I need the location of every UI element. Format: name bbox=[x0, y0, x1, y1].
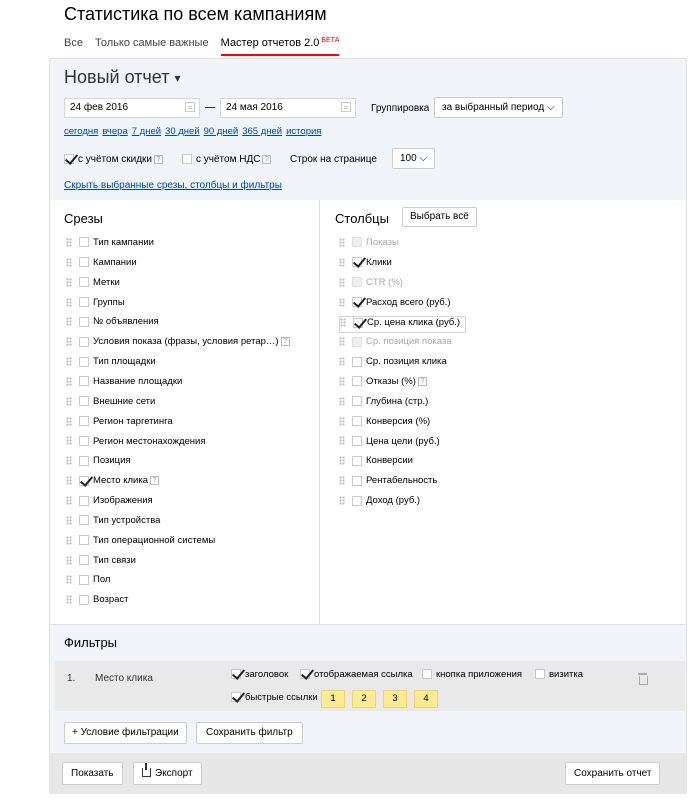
column-item[interactable] bbox=[339, 475, 437, 492]
column-label: Отказы (%) bbox=[366, 375, 416, 387]
slice-label: Название площадки bbox=[93, 375, 183, 387]
drag-handle-icon[interactable] bbox=[66, 556, 72, 565]
slice-checkbox[interactable] bbox=[79, 317, 89, 327]
slice-item[interactable] bbox=[66, 257, 137, 274]
slice-item[interactable] bbox=[66, 436, 205, 453]
drag-handle-icon[interactable] bbox=[66, 298, 72, 307]
column-checkbox[interactable] bbox=[352, 357, 362, 367]
filter-option-label: отображаемая ссылка bbox=[314, 669, 413, 680]
slice-label: Тип устройства bbox=[93, 514, 161, 526]
slice-item[interactable] bbox=[66, 237, 154, 254]
drag-handle-icon[interactable] bbox=[66, 417, 72, 426]
slice-item[interactable] bbox=[66, 515, 160, 532]
drag-handle-icon[interactable] bbox=[339, 377, 345, 386]
column-item[interactable] bbox=[339, 436, 440, 453]
slice-checkbox[interactable] bbox=[79, 595, 89, 605]
slice-item[interactable] bbox=[66, 396, 155, 413]
column-divider bbox=[319, 200, 320, 624]
date-from-input[interactable] bbox=[64, 98, 200, 118]
slice-checkbox[interactable] bbox=[79, 436, 89, 446]
filters-section bbox=[50, 624, 686, 764]
period-today[interactable]: сегодня bbox=[64, 126, 99, 137]
period-30-days[interactable]: 30 дней bbox=[165, 126, 200, 137]
discount-option[interactable] bbox=[64, 154, 163, 165]
rows-per-page-select[interactable] bbox=[392, 148, 435, 169]
chevron-down-icon: ⌵ bbox=[419, 153, 428, 164]
column-checkbox bbox=[352, 337, 362, 347]
slice-checkbox[interactable] bbox=[79, 297, 89, 307]
slice-checkbox[interactable] bbox=[79, 277, 89, 287]
drag-handle-icon[interactable] bbox=[339, 278, 345, 287]
drag-handle-icon[interactable] bbox=[339, 337, 345, 346]
slice-label: Тип операционной системы bbox=[93, 534, 216, 546]
drag-handle-icon[interactable] bbox=[66, 436, 72, 445]
export-button[interactable] bbox=[133, 762, 202, 785]
column-label: Рентабельность bbox=[366, 475, 438, 487]
filter-number: 1. bbox=[67, 673, 76, 684]
slice-checkbox[interactable] bbox=[79, 496, 89, 506]
column-label: Расход всего (руб.) bbox=[366, 296, 451, 308]
select-all-button[interactable]: Выбрать всё bbox=[402, 207, 477, 227]
slice-label: Группы bbox=[93, 296, 125, 308]
hide-selection-link[interactable]: Скрыть выбранные срезы, столбцы и фильтры bbox=[64, 180, 282, 191]
slice-item[interactable] bbox=[66, 455, 131, 472]
filter-option[interactable] bbox=[300, 669, 413, 680]
slice-label: Изображения bbox=[93, 495, 153, 507]
quick-link-3-button[interactable]: 3 bbox=[383, 690, 407, 708]
slice-checkbox[interactable] bbox=[79, 476, 89, 486]
slice-item[interactable] bbox=[66, 475, 159, 492]
filter-option[interactable] bbox=[535, 669, 583, 680]
drag-handle-icon[interactable] bbox=[339, 496, 345, 505]
drag-handle-icon[interactable] bbox=[339, 436, 345, 445]
column-item[interactable] bbox=[339, 356, 447, 373]
slice-label: Пол bbox=[93, 574, 111, 586]
slice-label: Кампании bbox=[93, 256, 137, 268]
slice-item[interactable] bbox=[66, 356, 156, 373]
column-label: Конверсия (%) bbox=[366, 415, 431, 427]
slice-item[interactable] bbox=[66, 535, 215, 552]
rows-per-page-label: Строк на странице bbox=[290, 154, 377, 165]
export-icon bbox=[142, 768, 151, 777]
slice-label: Тип связи bbox=[93, 554, 136, 566]
help-icon[interactable]: ? bbox=[154, 155, 163, 164]
period-7-days[interactable]: 7 дней bbox=[131, 126, 162, 137]
drag-handle-icon[interactable] bbox=[66, 337, 72, 346]
drag-handle-icon[interactable] bbox=[339, 456, 345, 465]
quick-link-1-button[interactable]: 1 bbox=[321, 690, 345, 708]
show-button[interactable]: Показать bbox=[62, 762, 123, 785]
discount-label: с учётом скидки bbox=[78, 154, 152, 165]
slice-label: Метки bbox=[93, 276, 120, 288]
column-item bbox=[339, 237, 399, 254]
help-icon[interactable]: ? bbox=[262, 155, 271, 164]
column-label: Конверсии bbox=[366, 455, 413, 467]
slice-item[interactable] bbox=[66, 555, 136, 572]
filter-option-label: кнопка приложения bbox=[436, 669, 523, 680]
page-title: Статистика по всем кампаниям bbox=[64, 4, 327, 24]
report-settings bbox=[50, 59, 686, 200]
slice-checkbox[interactable] bbox=[79, 575, 89, 585]
filters-title: Фильтры bbox=[64, 635, 118, 650]
drag-handle-icon[interactable] bbox=[340, 318, 346, 327]
slice-checkbox[interactable] bbox=[79, 376, 89, 386]
column-label: Показы bbox=[366, 237, 399, 248]
date-to-value: 24 мая 2016 bbox=[226, 102, 283, 113]
slice-checkbox[interactable] bbox=[79, 337, 89, 347]
column-checkbox[interactable] bbox=[352, 297, 362, 307]
drag-handle-icon[interactable] bbox=[66, 397, 72, 406]
column-checkbox bbox=[352, 237, 362, 247]
drag-handle-icon[interactable] bbox=[339, 238, 345, 247]
column-label: Ср. позиция клика bbox=[366, 356, 447, 368]
drag-handle-icon[interactable] bbox=[339, 417, 345, 426]
slice-label: Внешние сети bbox=[93, 395, 156, 407]
drag-handle-icon[interactable] bbox=[339, 298, 345, 307]
export-label: Экспорт bbox=[155, 768, 193, 779]
filter-checkbox[interactable] bbox=[300, 669, 310, 679]
tab-report-master[interactable] bbox=[221, 37, 340, 49]
filter-option-label: быстрые ссылки bbox=[245, 692, 318, 703]
column-checkbox bbox=[352, 277, 362, 287]
date-from-value: 24 фев 2016 bbox=[70, 102, 129, 113]
slice-label: Возраст bbox=[93, 594, 129, 606]
grouping-label: Группировка bbox=[371, 103, 430, 114]
column-checkbox[interactable] bbox=[352, 396, 362, 406]
column-checkbox[interactable] bbox=[352, 257, 362, 267]
column-checkbox[interactable] bbox=[353, 318, 363, 328]
column-label: CTR (%) bbox=[366, 276, 403, 288]
column-item[interactable] bbox=[339, 257, 392, 274]
slice-item[interactable] bbox=[66, 297, 125, 314]
filter-checkbox[interactable] bbox=[422, 669, 432, 679]
slice-checkbox[interactable] bbox=[79, 257, 89, 267]
period-links bbox=[64, 126, 325, 137]
drag-handle-icon[interactable] bbox=[339, 476, 345, 485]
caret-down-icon: ▾ bbox=[174, 71, 181, 86]
slice-label: Тип площадки bbox=[93, 356, 156, 368]
slice-label: Регион местонахождения bbox=[93, 435, 206, 447]
tab-report-master-label: Мастер отчетов 2.0 bbox=[220, 37, 320, 49]
help-icon[interactable]: ? bbox=[281, 337, 290, 346]
slice-checkbox[interactable] bbox=[79, 515, 89, 525]
drag-handle-icon[interactable] bbox=[66, 238, 72, 247]
add-filter-condition-button[interactable]: + Условие фильтрации bbox=[64, 722, 187, 744]
slice-label: Тип кампании bbox=[93, 237, 154, 248]
column-label: Клики bbox=[366, 256, 392, 268]
slice-checkbox[interactable] bbox=[79, 456, 89, 466]
rows-per-page-value: 100 bbox=[400, 153, 417, 164]
footer-bar bbox=[49, 753, 687, 794]
column-item[interactable] bbox=[339, 495, 420, 512]
column-label: Доход (руб.) bbox=[366, 495, 421, 507]
save-filter-button[interactable]: Сохранить фильтр bbox=[196, 722, 303, 744]
filter-row bbox=[55, 661, 685, 711]
chevron-down-icon: ⌵ bbox=[546, 102, 555, 113]
column-label: Цена цели (руб.) bbox=[366, 435, 440, 447]
column-item[interactable] bbox=[339, 455, 413, 472]
help-icon[interactable]: ? bbox=[418, 377, 427, 386]
drag-handle-icon[interactable] bbox=[66, 536, 72, 545]
drag-handle-icon[interactable] bbox=[339, 397, 345, 406]
drag-handle-icon[interactable] bbox=[66, 258, 72, 267]
slice-label: № объявления bbox=[93, 316, 159, 328]
filter-option[interactable] bbox=[422, 669, 522, 680]
drag-handle-icon[interactable] bbox=[66, 317, 72, 326]
period-90-days[interactable]: 90 дней bbox=[203, 126, 239, 137]
slices-title: Срезы bbox=[64, 211, 103, 226]
drag-handle-icon[interactable] bbox=[66, 476, 72, 485]
slice-label: Регион таргетинга bbox=[93, 415, 173, 427]
filter-checkbox[interactable] bbox=[231, 692, 241, 702]
column-item[interactable] bbox=[339, 416, 430, 433]
period-history[interactable]: история bbox=[286, 126, 322, 137]
grouping-value: за выбранный период bbox=[442, 102, 545, 113]
trash-icon[interactable] bbox=[638, 673, 647, 684]
column-label: Ср. цена клика (руб.) bbox=[367, 317, 461, 329]
drag-handle-icon[interactable] bbox=[66, 516, 72, 525]
column-item[interactable] bbox=[339, 376, 427, 393]
columns-title: Столбцы bbox=[335, 211, 389, 226]
column-item bbox=[339, 277, 403, 294]
vat-option[interactable] bbox=[182, 154, 271, 165]
tab-important[interactable]: Только самые важные bbox=[95, 37, 209, 49]
slice-label: Место клика bbox=[93, 475, 148, 487]
column-checkbox[interactable] bbox=[352, 376, 362, 386]
period-yesterday[interactable]: вчера bbox=[102, 126, 128, 137]
slice-item[interactable] bbox=[66, 594, 129, 611]
filter-checkbox[interactable] bbox=[231, 669, 241, 679]
column-checkbox[interactable] bbox=[352, 476, 362, 486]
slice-checkbox[interactable] bbox=[79, 555, 89, 565]
slice-checkbox[interactable] bbox=[79, 357, 89, 367]
grouping-select[interactable] bbox=[434, 97, 563, 118]
drag-handle-icon[interactable] bbox=[66, 575, 72, 584]
vat-label: с учётом НДС bbox=[196, 154, 261, 165]
date-to-input[interactable] bbox=[220, 98, 356, 118]
column-item[interactable] bbox=[339, 396, 428, 413]
period-365-days[interactable]: 365 дней bbox=[242, 126, 283, 137]
tabs bbox=[64, 37, 348, 57]
drag-handle-icon[interactable] bbox=[339, 258, 345, 267]
quick-link-2-button[interactable]: 2 bbox=[352, 690, 376, 708]
slice-label: Условия показа (фразы, условия ретар…) bbox=[93, 336, 279, 348]
column-item[interactable] bbox=[339, 316, 466, 333]
tab-all[interactable]: Все bbox=[64, 37, 83, 49]
drag-handle-icon[interactable] bbox=[66, 377, 72, 386]
column-checkbox[interactable] bbox=[352, 456, 362, 466]
column-item[interactable] bbox=[339, 297, 451, 314]
slice-item[interactable] bbox=[66, 336, 290, 353]
vat-checkbox[interactable] bbox=[182, 154, 192, 164]
slice-checkbox[interactable] bbox=[79, 416, 89, 426]
column-item bbox=[339, 336, 452, 353]
filter-option-label: заголовок bbox=[245, 669, 289, 680]
save-report-button[interactable]: Сохранить отчет bbox=[565, 762, 660, 785]
slice-item[interactable] bbox=[66, 277, 120, 294]
filter-name: Место клика bbox=[95, 673, 153, 684]
slice-item[interactable] bbox=[66, 316, 159, 333]
drag-handle-icon[interactable] bbox=[66, 496, 72, 505]
filter-option-label: визитка bbox=[549, 669, 584, 680]
column-label: Ср. позиция показа bbox=[366, 336, 452, 348]
slice-item[interactable] bbox=[66, 495, 153, 512]
report-title: Новый отчет bbox=[64, 67, 170, 87]
drag-handle-icon[interactable] bbox=[66, 456, 72, 465]
drag-handle-icon[interactable] bbox=[66, 595, 72, 604]
filter-option[interactable] bbox=[231, 669, 288, 680]
slice-checkbox[interactable] bbox=[79, 535, 89, 545]
column-checkbox[interactable] bbox=[352, 496, 362, 506]
calendar-icon[interactable] bbox=[341, 102, 351, 112]
slice-checkbox[interactable] bbox=[79, 396, 89, 406]
calendar-icon[interactable] bbox=[185, 102, 195, 112]
slice-item[interactable] bbox=[66, 574, 110, 591]
slice-item[interactable] bbox=[66, 376, 182, 393]
slice-label: Позиция bbox=[93, 455, 131, 467]
column-label: Глубина (стр.) bbox=[366, 395, 429, 407]
drag-handle-icon[interactable] bbox=[66, 357, 72, 366]
report-panel bbox=[49, 58, 687, 763]
report-title-dropdown[interactable] bbox=[64, 67, 181, 88]
filter-checkbox[interactable] bbox=[535, 669, 545, 679]
help-icon[interactable]: ? bbox=[150, 476, 159, 485]
beta-badge: БЕТА bbox=[321, 37, 340, 44]
column-checkbox[interactable] bbox=[352, 436, 362, 446]
filter-option[interactable] bbox=[231, 692, 318, 703]
column-checkbox[interactable] bbox=[352, 416, 362, 426]
slice-checkbox[interactable] bbox=[79, 237, 89, 247]
slice-item[interactable] bbox=[66, 416, 173, 433]
quick-link-4-button[interactable]: 4 bbox=[414, 690, 438, 708]
drag-handle-icon[interactable] bbox=[339, 357, 345, 366]
discount-checkbox[interactable] bbox=[64, 154, 74, 164]
drag-handle-icon[interactable] bbox=[66, 278, 72, 287]
date-range-dash bbox=[205, 107, 215, 108]
